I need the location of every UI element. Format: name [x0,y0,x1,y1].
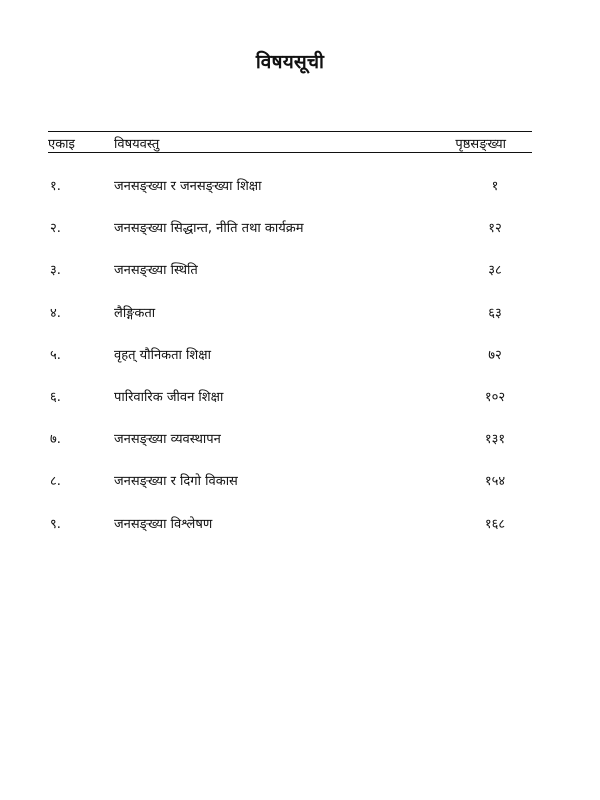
header-page: पृष्ठसङ्ख्या [455,137,506,152]
toc-unit: ३. [50,263,61,279]
header-content: विषयवस्तु [114,137,160,152]
toc-unit: ५. [50,347,61,363]
toc-content: जनसङ्ख्या व्यवस्थापन [114,432,221,448]
toc-content: पारिवारिक जीवन शिक्षा [114,389,224,405]
toc-row[interactable] [48,339,532,381]
header-unit: एकाइ [48,137,75,152]
toc-unit: ८. [50,474,61,490]
toc-page: ७२ [488,347,502,363]
toc-row[interactable] [48,423,532,465]
toc-content: जनसङ्ख्या र दिगो विकास [114,474,238,490]
toc-row[interactable] [48,508,532,550]
toc-page: १३१ [484,432,506,448]
toc-content: जनसङ्ख्या विश्लेषण [114,516,213,532]
toc-row[interactable] [48,381,532,423]
toc-unit: ६. [50,389,61,405]
toc-page: १५४ [484,474,506,490]
toc-content: वृहत् यौनिकता शिक्षा [114,347,211,363]
toc-unit: १. [50,179,61,194]
toc-content: लैङ्गिकता [114,305,156,321]
toc-row[interactable] [48,465,532,507]
toc-unit: ९. [50,516,61,532]
toc-page: १२ [488,221,502,237]
toc-page: १६८ [484,516,506,532]
toc-page: १ [491,179,499,194]
page-title: विषयसूची [255,51,325,73]
toc-row[interactable] [48,212,532,254]
toc-unit: २. [50,221,61,237]
toc-content: जनसङ्ख्या र जनसङ्ख्या शिक्षा [114,179,262,194]
toc-list [48,170,532,550]
toc-row[interactable] [48,297,532,339]
header-top-rule [48,131,532,132]
header-bottom-rule [48,152,532,153]
toc-unit: ४. [50,305,61,321]
toc-page: १०२ [484,389,506,405]
toc-page: ३८ [488,263,502,279]
toc-content: जनसङ्ख्या स्थिति [114,263,198,279]
toc-row[interactable] [48,254,532,296]
toc-header [48,134,532,152]
toc-row[interactable] [48,170,532,212]
toc-unit: ७. [50,432,61,448]
toc-page: ६३ [488,305,502,321]
toc-content: जनसङ्ख्या सिद्धान्त, नीति तथा कार्यक्रम [114,221,304,237]
